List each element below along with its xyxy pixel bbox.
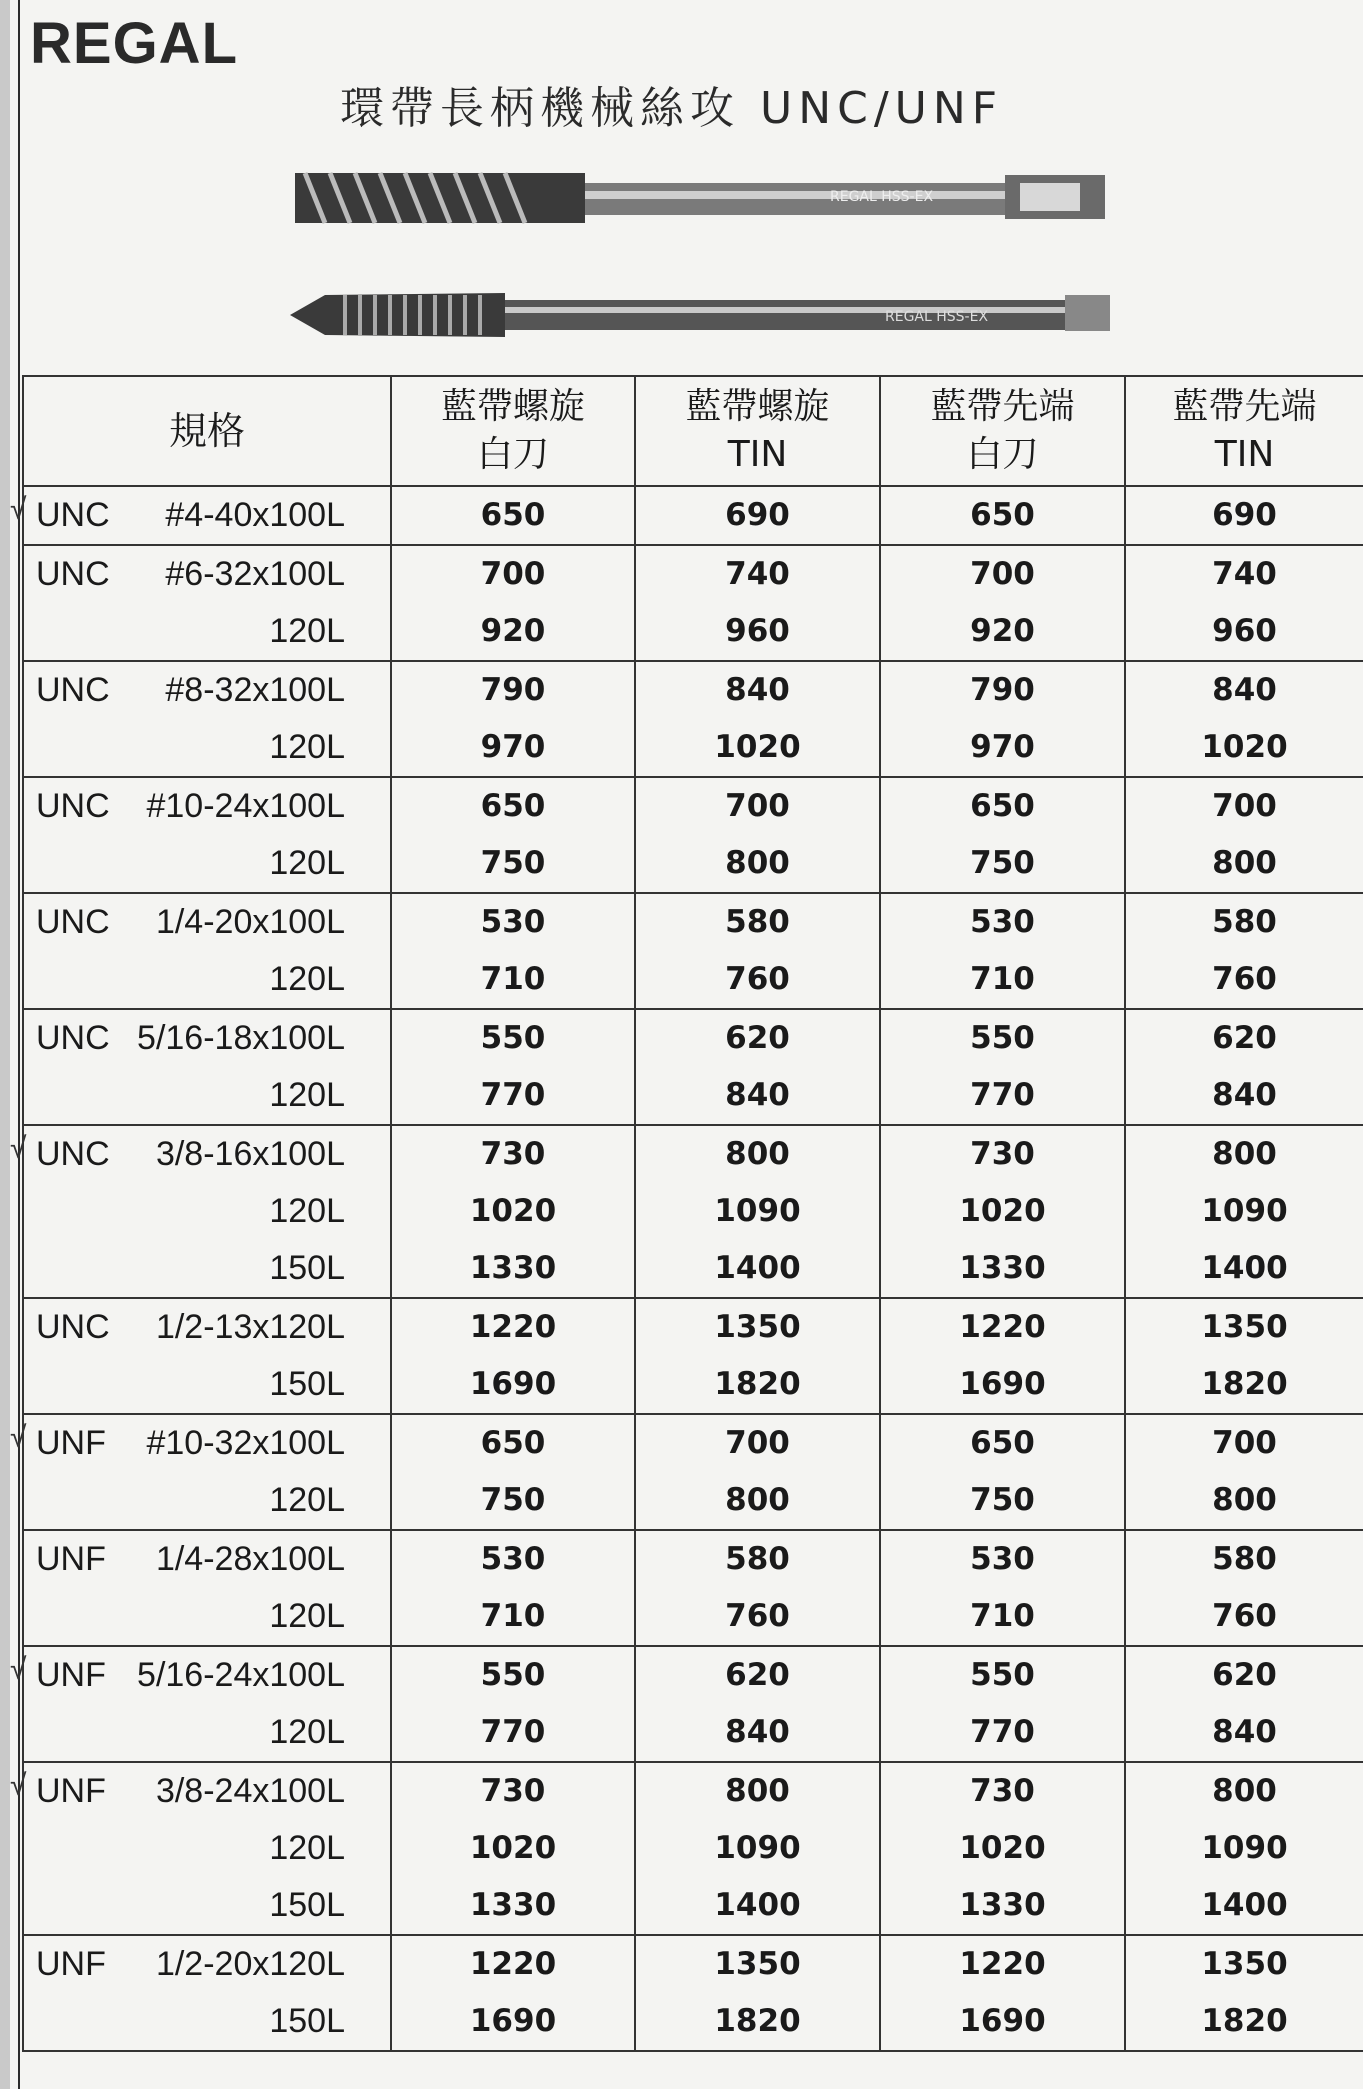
- spec-line: [24, 1820, 390, 1877]
- price-value: 970: [480, 729, 546, 765]
- price-cell-col1: [391, 777, 635, 893]
- price-cell-col3: [880, 1762, 1125, 1935]
- price-value: 1020: [1201, 729, 1288, 765]
- tool-illustration: [285, 155, 1115, 359]
- price-cell-col1: [391, 1009, 635, 1125]
- price-value: 1330: [469, 1887, 557, 1923]
- price-cell-col4: [1125, 1298, 1363, 1414]
- price-value: 730: [970, 1773, 1035, 1809]
- price-value: 1220: [959, 1309, 1046, 1345]
- price-value: 550: [480, 1657, 546, 1693]
- price-cell-col4: [1125, 1009, 1363, 1125]
- price-cell-col2: [635, 1009, 880, 1125]
- price-cell-col4: [1125, 1414, 1363, 1530]
- spec-line: [24, 662, 390, 719]
- price-value: 1020: [469, 1193, 557, 1229]
- price-value: 740: [725, 556, 790, 592]
- price-value: 750: [970, 845, 1035, 881]
- spec-line: [24, 951, 390, 1008]
- price-cell-col2: [635, 1935, 880, 2051]
- price-cell-col3: [880, 1298, 1125, 1414]
- price-value: 760: [725, 961, 790, 997]
- price-cell-col4: [1125, 1646, 1363, 1762]
- price-value: 580: [725, 1541, 790, 1577]
- price-value: 750: [970, 1482, 1035, 1518]
- price-cell-col2: [635, 893, 880, 1009]
- price-table: [10, 375, 1363, 2052]
- price-value: 740: [1212, 556, 1277, 592]
- spiral-tap-image: [295, 173, 1105, 223]
- thread-standard: UNC: [36, 787, 110, 825]
- price-value: 760: [1212, 961, 1277, 997]
- price-value: 530: [970, 1541, 1035, 1577]
- price-value: 550: [970, 1020, 1035, 1056]
- price-cell-col2: [635, 661, 880, 777]
- size-label: #10-32x100L: [146, 1424, 345, 1462]
- price-value: 1020: [959, 1830, 1046, 1866]
- price-cell-col4: [1125, 661, 1363, 777]
- price-value: 1690: [469, 2003, 557, 2039]
- price-cell-col3: [880, 1646, 1125, 1762]
- price-cell-col1: [391, 1530, 635, 1646]
- price-value: 580: [1212, 1541, 1277, 1577]
- price-value: 1090: [714, 1830, 801, 1866]
- price-cell-col3: [880, 1125, 1125, 1298]
- size-label: 150L: [269, 1886, 345, 1924]
- table-row: [23, 486, 1363, 545]
- price-cell-col1: [391, 1935, 635, 2051]
- price-cell-col2: [635, 1125, 880, 1298]
- price-value: 770: [970, 1077, 1035, 1113]
- spec-line: [24, 1704, 390, 1761]
- price-value: 1820: [1201, 2003, 1288, 2039]
- scan-edge-shadow: [0, 0, 10, 2089]
- price-value: 700: [1212, 1425, 1277, 1461]
- price-value: 1350: [1201, 1309, 1288, 1345]
- price-value: 730: [480, 1136, 546, 1172]
- tap-images: [285, 155, 1115, 355]
- spec-line: [24, 1877, 390, 1934]
- price-value: 840: [1212, 1714, 1277, 1750]
- size-label: 120L: [269, 844, 345, 882]
- price-value: 1820: [714, 2003, 801, 2039]
- price-cell-col2: [635, 1414, 880, 1530]
- thread-standard: UNF: [36, 1772, 106, 1810]
- price-value: 800: [1212, 1773, 1277, 1809]
- price-value: 710: [970, 1598, 1035, 1634]
- price-value: 840: [725, 672, 790, 708]
- price-value: 800: [725, 1773, 790, 1809]
- spec-line: [24, 603, 390, 660]
- price-value: 650: [480, 788, 546, 824]
- price-value: 1350: [714, 1309, 801, 1345]
- price-value: 700: [480, 556, 546, 592]
- thread-standard: UNC: [36, 903, 110, 941]
- thread-standard: UNF: [36, 1540, 106, 1578]
- spec-cell: [23, 545, 391, 661]
- size-label: 1/4-28x100L: [155, 1540, 345, 1578]
- spec-cell: [10, 1646, 391, 1762]
- table-row: [23, 1646, 1363, 1762]
- size-label: 150L: [269, 2002, 345, 2040]
- checkmark-icon: √: [10, 1132, 27, 1165]
- spec-line: [24, 1472, 390, 1529]
- price-value: 1090: [1201, 1193, 1288, 1229]
- price-value: 1020: [959, 1193, 1046, 1229]
- table-body: [10, 486, 1363, 2051]
- spec-line: [10, 1415, 390, 1472]
- price-value: 530: [480, 904, 546, 940]
- price-value: 730: [970, 1136, 1035, 1172]
- price-value: 770: [480, 1077, 546, 1113]
- spec-line: [10, 1126, 390, 1183]
- price-value: 1330: [469, 1250, 557, 1286]
- price-cell-col1: [391, 893, 635, 1009]
- spec-cell: [10, 1762, 391, 1935]
- price-cell-col4: [1125, 486, 1363, 545]
- thread-standard: UNC: [36, 496, 110, 534]
- point-tap-image: [290, 293, 1110, 337]
- price-value: 800: [725, 845, 790, 881]
- price-cell-col3: [880, 545, 1125, 661]
- thread-standard: UNC: [36, 671, 110, 709]
- price-value: 1090: [714, 1193, 801, 1229]
- price-value: 800: [1212, 1482, 1277, 1518]
- price-cell-col4: [1125, 777, 1363, 893]
- thread-standard: UNF: [36, 1656, 106, 1694]
- price-cell-col4: [1125, 545, 1363, 661]
- price-value: 620: [1212, 1020, 1277, 1056]
- svg-text:REGAL HSS-EX: REGAL HSS-EX: [885, 309, 989, 325]
- spec-line: [24, 719, 390, 776]
- price-value: 760: [1212, 1598, 1277, 1634]
- spec-line: [10, 1763, 390, 1820]
- price-value: 700: [970, 556, 1035, 592]
- price-cell-col4: [1125, 1935, 1363, 2051]
- spec-line: [24, 1299, 390, 1356]
- price-value: 650: [480, 497, 546, 533]
- price-value: 1690: [959, 1366, 1046, 1402]
- spec-line: [24, 1936, 390, 1993]
- price-value: 750: [480, 1482, 546, 1518]
- table-row: [23, 661, 1363, 777]
- price-value: 1220: [959, 1946, 1046, 1982]
- price-value: 1350: [714, 1946, 801, 1982]
- table-row: [23, 1935, 1363, 2051]
- size-label: 1/2-20x120L: [155, 1945, 345, 1983]
- price-value: 1330: [959, 1887, 1046, 1923]
- price-value: 1330: [959, 1250, 1046, 1286]
- size-label: 150L: [269, 1365, 345, 1403]
- price-cell-col3: [880, 1009, 1125, 1125]
- spec-line: [24, 1356, 390, 1413]
- price-value: 790: [970, 672, 1035, 708]
- price-value: 1820: [714, 1366, 801, 1402]
- size-label: 150L: [269, 1249, 345, 1287]
- price-value: 710: [480, 1598, 546, 1634]
- thread-standard: UNC: [36, 1308, 110, 1346]
- price-value: 770: [480, 1714, 546, 1750]
- spec-cell: [23, 661, 391, 777]
- header-col1: 藍帶螺旋 白刀: [391, 376, 635, 486]
- price-value: 690: [1212, 497, 1277, 533]
- price-value: 730: [480, 1773, 546, 1809]
- size-label: 120L: [269, 728, 345, 766]
- thread-standard: UNC: [36, 555, 110, 593]
- header-col2: 藍帶螺旋 TIN: [635, 376, 880, 486]
- size-label: #4-40x100L: [165, 496, 345, 534]
- price-cell-col1: [391, 1414, 635, 1530]
- price-value: 690: [725, 497, 790, 533]
- checkmark-icon: √: [10, 1653, 27, 1686]
- checkmark-icon: √: [10, 493, 27, 526]
- spec-cell: [23, 1530, 391, 1646]
- price-value: 710: [480, 961, 546, 997]
- price-value: 770: [970, 1714, 1035, 1750]
- header-col4: 藍帶先端 TIN: [1125, 376, 1363, 486]
- size-label: 120L: [269, 1192, 345, 1230]
- price-value: 530: [970, 904, 1035, 940]
- size-label: 5/16-18x100L: [137, 1019, 345, 1057]
- price-value: 620: [725, 1657, 790, 1693]
- table-row: [23, 1298, 1363, 1414]
- price-value: 970: [970, 729, 1035, 765]
- price-value: 960: [1212, 613, 1277, 649]
- price-value: 800: [725, 1136, 790, 1172]
- size-label: 1/2-13x120L: [155, 1308, 345, 1346]
- price-value: 1020: [469, 1830, 557, 1866]
- spec-line: [24, 1588, 390, 1645]
- price-value: 800: [1212, 845, 1277, 881]
- price-value: 580: [725, 904, 790, 940]
- table-row: [23, 1009, 1363, 1125]
- price-cell-col3: [880, 1414, 1125, 1530]
- price-value: 920: [480, 613, 546, 649]
- price-cell-col2: [635, 1298, 880, 1414]
- price-cell-col2: [635, 486, 880, 545]
- price-value: 1820: [1201, 1366, 1288, 1402]
- thread-standard: UNC: [36, 1019, 110, 1057]
- size-label: 3/8-16x100L: [155, 1135, 345, 1173]
- table-row: [23, 777, 1363, 893]
- price-cell-col1: [391, 661, 635, 777]
- table-row: [23, 1414, 1363, 1530]
- price-value: 550: [970, 1657, 1035, 1693]
- price-cell-col2: [635, 1762, 880, 1935]
- table-row: [23, 545, 1363, 661]
- size-label: 120L: [269, 1597, 345, 1635]
- price-cell-col2: [635, 1646, 880, 1762]
- spec-cell: [23, 1935, 391, 2051]
- price-value: 1220: [469, 1946, 557, 1982]
- price-cell-col1: [391, 545, 635, 661]
- price-value: 650: [970, 497, 1035, 533]
- price-value: 1090: [1201, 1830, 1288, 1866]
- price-cell-col2: [635, 545, 880, 661]
- price-value: 1400: [714, 1250, 801, 1286]
- price-value: 1020: [714, 729, 801, 765]
- price-value: 840: [725, 1714, 790, 1750]
- spec-cell: [10, 1125, 391, 1298]
- price-value: 1400: [714, 1887, 801, 1923]
- spec-cell: [23, 1009, 391, 1125]
- price-value: 650: [970, 788, 1035, 824]
- price-value: 650: [480, 1425, 546, 1461]
- price-value: 580: [1212, 904, 1277, 940]
- spec-line: [24, 1240, 390, 1297]
- table-header-row: [23, 376, 1363, 486]
- price-value: 700: [1212, 788, 1277, 824]
- price-cell-col1: [391, 1646, 635, 1762]
- header-col3: 藍帶先端 白刀: [880, 376, 1125, 486]
- price-cell-col1: [391, 1298, 635, 1414]
- price-cell-col1: [391, 1125, 635, 1298]
- thread-standard: UNC: [36, 1135, 110, 1173]
- spec-line: [24, 1531, 390, 1588]
- size-label: 120L: [269, 1713, 345, 1751]
- size-label: 120L: [269, 612, 345, 650]
- page-title: 環帶長柄機械絲攻 UNC/UNF: [340, 83, 1004, 134]
- spec-line: [24, 1067, 390, 1124]
- price-value: 1350: [1201, 1946, 1288, 1982]
- price-cell-col3: [880, 661, 1125, 777]
- size-label: #8-32x100L: [165, 671, 345, 709]
- price-value: 800: [1212, 1136, 1277, 1172]
- price-cell-col3: [880, 486, 1125, 545]
- price-cell-col2: [635, 1530, 880, 1646]
- size-label: #6-32x100L: [165, 555, 345, 593]
- spec-line: [10, 487, 390, 544]
- price-value: 700: [725, 1425, 790, 1461]
- price-value: 1220: [469, 1309, 557, 1345]
- table-row: [23, 893, 1363, 1009]
- spec-cell: [10, 1414, 391, 1530]
- price-value: 840: [1212, 1077, 1277, 1113]
- size-label: 1/4-20x100L: [155, 903, 345, 941]
- table-row: [23, 1762, 1363, 1935]
- price-value: 1400: [1201, 1887, 1288, 1923]
- size-label: 120L: [269, 1076, 345, 1114]
- price-value: 750: [480, 845, 546, 881]
- price-cell-col4: [1125, 1762, 1363, 1935]
- price-value: 1690: [959, 2003, 1046, 2039]
- svg-text:REGAL HSS-EX: REGAL HSS-EX: [830, 189, 934, 205]
- price-cell-col2: [635, 777, 880, 893]
- price-value: 800: [725, 1482, 790, 1518]
- price-cell-col3: [880, 1530, 1125, 1646]
- price-value: 700: [725, 788, 790, 824]
- price-cell-col1: [391, 486, 635, 545]
- price-value: 650: [970, 1425, 1035, 1461]
- price-cell-col4: [1125, 1530, 1363, 1646]
- spec-line: [10, 1647, 390, 1704]
- header-spec: 規格: [23, 376, 391, 486]
- spec-line: [24, 894, 390, 951]
- price-value: 840: [1212, 672, 1277, 708]
- price-value: 550: [480, 1020, 546, 1056]
- price-cell-col4: [1125, 1125, 1363, 1298]
- brand-logo: REGAL: [30, 11, 238, 76]
- spec-cell: [23, 777, 391, 893]
- price-value: 710: [970, 961, 1035, 997]
- size-label: 120L: [269, 960, 345, 998]
- checkmark-icon: √: [10, 1769, 27, 1802]
- spec-line: [24, 1993, 390, 2050]
- spec-line: [24, 1183, 390, 1240]
- price-value: 620: [725, 1020, 790, 1056]
- spec-line: [24, 778, 390, 835]
- size-label: 120L: [269, 1829, 345, 1867]
- spec-cell: [23, 893, 391, 1009]
- table-row: [23, 1125, 1363, 1298]
- spec-line: [24, 546, 390, 603]
- thread-standard: UNF: [36, 1945, 106, 1983]
- price-value: 530: [480, 1541, 546, 1577]
- size-label: #10-24x100L: [146, 787, 345, 825]
- price-value: 960: [725, 613, 790, 649]
- price-value: 920: [970, 613, 1035, 649]
- size-label: 5/16-24x100L: [137, 1656, 345, 1694]
- checkmark-icon: √: [10, 1421, 27, 1454]
- price-value: 1400: [1201, 1250, 1288, 1286]
- table-row: [23, 1530, 1363, 1646]
- price-value: 840: [725, 1077, 790, 1113]
- price-cell-col3: [880, 1935, 1125, 2051]
- price-value: 760: [725, 1598, 790, 1634]
- spec-line: [24, 1010, 390, 1067]
- price-cell-col4: [1125, 893, 1363, 1009]
- price-cell-col3: [880, 893, 1125, 1009]
- spec-cell: [23, 1298, 391, 1414]
- price-value: 1690: [469, 1366, 557, 1402]
- price-cell-col3: [880, 777, 1125, 893]
- size-label: 3/8-24x100L: [155, 1772, 345, 1810]
- spec-cell: [10, 486, 391, 545]
- thread-standard: UNF: [36, 1424, 106, 1462]
- price-value: 790: [480, 672, 546, 708]
- size-label: 120L: [269, 1481, 345, 1519]
- price-value: 620: [1212, 1657, 1277, 1693]
- spec-line: [24, 835, 390, 892]
- price-cell-col1: [391, 1762, 635, 1935]
